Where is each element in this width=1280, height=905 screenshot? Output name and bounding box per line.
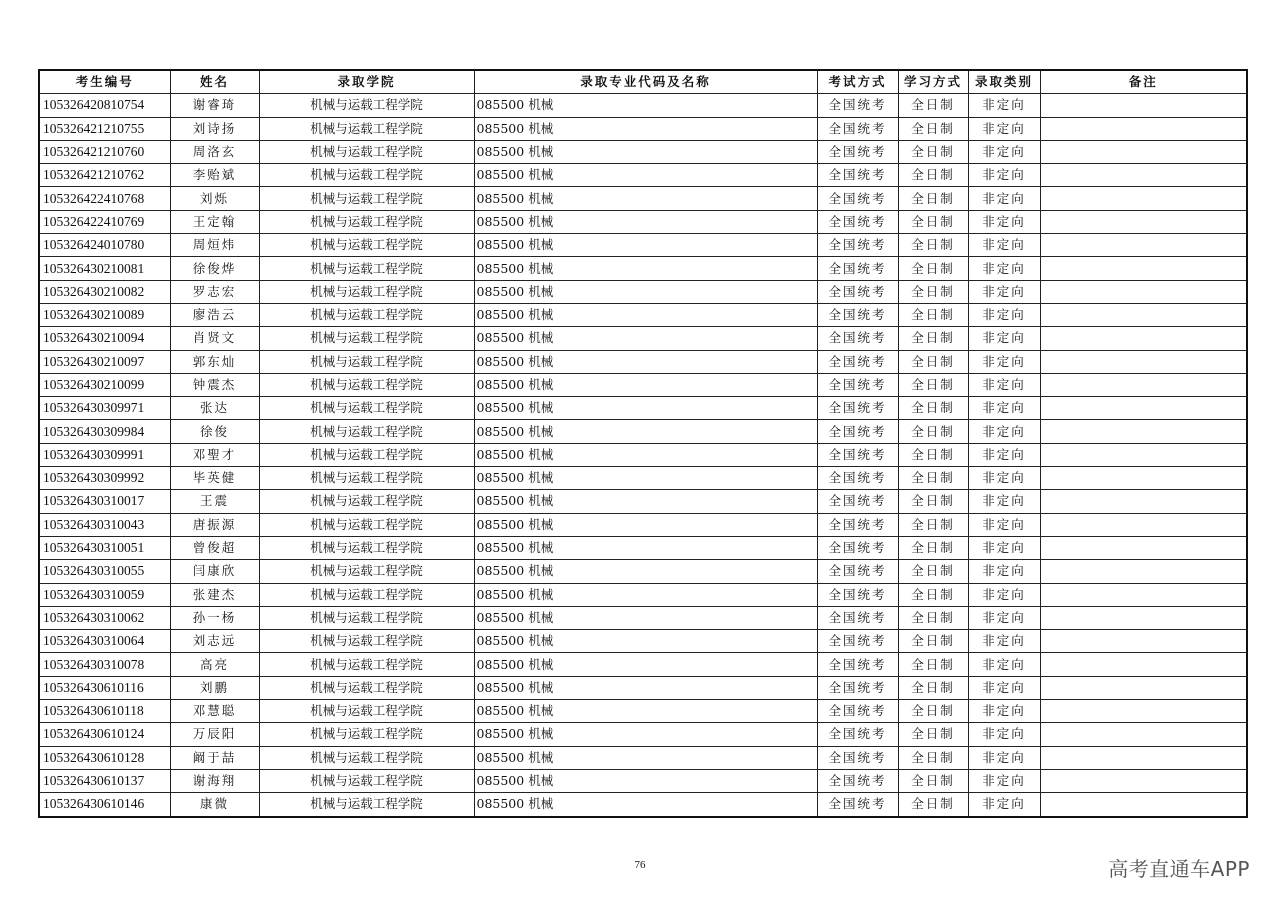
cell-study-mode: 全日制 [898,746,968,769]
cell-name: 郭东灿 [170,350,259,373]
table-row [39,560,1247,583]
header-candidate-id: 考生编号 [39,70,170,94]
cell-name: 毕英健 [170,467,259,490]
cell-candidate-id: 105326430210097 [39,350,170,373]
cell-candidate-id: 105326430610146 [39,793,170,817]
cell-major: 085500 机械 [474,117,817,140]
cell-major: 085500 机械 [474,164,817,187]
cell-name: 周洛玄 [170,140,259,163]
table-body [39,94,1247,817]
cell-major: 085500 机械 [474,303,817,326]
cell-candidate-id: 105326430310051 [39,536,170,559]
cell-college: 机械与运载工程学院 [259,164,474,187]
table-row [39,117,1247,140]
cell-college: 机械与运载工程学院 [259,303,474,326]
cell-candidate-id: 105326421210762 [39,164,170,187]
cell-major: 085500 机械 [474,583,817,606]
table-row [39,94,1247,117]
cell-admission-type: 非定向 [968,187,1040,210]
table-row [39,490,1247,513]
table-row [39,700,1247,723]
cell-study-mode: 全日制 [898,117,968,140]
cell-name: 周烜炜 [170,234,259,257]
cell-exam-mode: 全国统考 [817,443,898,466]
table-row [39,536,1247,559]
cell-name: 王震 [170,490,259,513]
table-row [39,397,1247,420]
cell-name: 张达 [170,397,259,420]
cell-study-mode: 全日制 [898,513,968,536]
cell-name: 王定翰 [170,210,259,233]
cell-major: 085500 机械 [474,373,817,396]
cell-admission-type: 非定向 [968,117,1040,140]
cell-candidate-id: 105326430310017 [39,490,170,513]
cell-exam-mode: 全国统考 [817,420,898,443]
cell-college: 机械与运载工程学院 [259,280,474,303]
cell-remarks [1040,443,1247,466]
cell-college: 机械与运载工程学院 [259,350,474,373]
cell-exam-mode: 全国统考 [817,257,898,280]
cell-study-mode: 全日制 [898,373,968,396]
table-row [39,303,1247,326]
cell-college: 机械与运载工程学院 [259,513,474,536]
cell-candidate-id: 105326430309992 [39,467,170,490]
cell-admission-type: 非定向 [968,210,1040,233]
cell-study-mode: 全日制 [898,490,968,513]
cell-exam-mode: 全国统考 [817,467,898,490]
cell-major: 085500 机械 [474,653,817,676]
cell-admission-type: 非定向 [968,746,1040,769]
cell-admission-type: 非定向 [968,420,1040,443]
cell-admission-type: 非定向 [968,583,1040,606]
cell-admission-type: 非定向 [968,490,1040,513]
cell-study-mode: 全日制 [898,700,968,723]
cell-name: 闫康欣 [170,560,259,583]
cell-college: 机械与运载工程学院 [259,490,474,513]
cell-college: 机械与运载工程学院 [259,327,474,350]
cell-exam-mode: 全国统考 [817,234,898,257]
cell-remarks [1040,676,1247,699]
cell-candidate-id: 105326421210760 [39,140,170,163]
table-row [39,583,1247,606]
table-row [39,164,1247,187]
cell-admission-type: 非定向 [968,723,1040,746]
cell-exam-mode: 全国统考 [817,769,898,792]
cell-study-mode: 全日制 [898,397,968,420]
cell-college: 机械与运载工程学院 [259,187,474,210]
cell-admission-type: 非定向 [968,769,1040,792]
cell-candidate-id: 105326430210082 [39,280,170,303]
cell-admission-type: 非定向 [968,630,1040,653]
header-study-mode: 学习方式 [898,70,968,94]
cell-admission-type: 非定向 [968,140,1040,163]
cell-college: 机械与运载工程学院 [259,94,474,117]
table-row [39,723,1247,746]
header-name: 姓名 [170,70,259,94]
table-row [39,140,1247,163]
cell-name: 刘诗扬 [170,117,259,140]
cell-exam-mode: 全国统考 [817,140,898,163]
cell-remarks [1040,723,1247,746]
cell-candidate-id: 105326430610137 [39,769,170,792]
cell-study-mode: 全日制 [898,350,968,373]
cell-candidate-id: 105326430309984 [39,420,170,443]
cell-remarks [1040,397,1247,420]
table-row [39,746,1247,769]
cell-remarks [1040,280,1247,303]
cell-college: 机械与运载工程学院 [259,793,474,817]
cell-remarks [1040,700,1247,723]
cell-study-mode: 全日制 [898,769,968,792]
cell-study-mode: 全日制 [898,630,968,653]
cell-major: 085500 机械 [474,257,817,280]
cell-remarks [1040,234,1247,257]
cell-remarks [1040,94,1247,117]
cell-admission-type: 非定向 [968,350,1040,373]
cell-major: 085500 机械 [474,676,817,699]
cell-name: 徐俊 [170,420,259,443]
cell-college: 机械与运载工程学院 [259,746,474,769]
cell-major: 085500 机械 [474,420,817,443]
cell-admission-type: 非定向 [968,257,1040,280]
cell-admission-type: 非定向 [968,560,1040,583]
cell-candidate-id: 105326430310043 [39,513,170,536]
cell-major: 085500 机械 [474,94,817,117]
cell-major: 085500 机械 [474,630,817,653]
cell-major: 085500 机械 [474,490,817,513]
cell-name: 阚于喆 [170,746,259,769]
cell-exam-mode: 全国统考 [817,327,898,350]
cell-candidate-id: 105326430610128 [39,746,170,769]
cell-major: 085500 机械 [474,793,817,817]
table-row [39,187,1247,210]
cell-exam-mode: 全国统考 [817,560,898,583]
cell-admission-type: 非定向 [968,536,1040,559]
cell-exam-mode: 全国统考 [817,373,898,396]
cell-exam-mode: 全国统考 [817,653,898,676]
table-row [39,420,1247,443]
cell-study-mode: 全日制 [898,676,968,699]
cell-name: 肖贤文 [170,327,259,350]
cell-college: 机械与运载工程学院 [259,234,474,257]
cell-college: 机械与运载工程学院 [259,560,474,583]
cell-study-mode: 全日制 [898,164,968,187]
cell-candidate-id: 105326430310055 [39,560,170,583]
cell-exam-mode: 全国统考 [817,606,898,629]
cell-name: 罗志宏 [170,280,259,303]
cell-major: 085500 机械 [474,746,817,769]
watermark: 高考直通车APP [1108,857,1250,881]
cell-candidate-id: 105326430310062 [39,606,170,629]
cell-college: 机械与运载工程学院 [259,769,474,792]
cell-admission-type: 非定向 [968,653,1040,676]
cell-name: 刘烁 [170,187,259,210]
cell-admission-type: 非定向 [968,467,1040,490]
cell-major: 085500 机械 [474,210,817,233]
cell-study-mode: 全日制 [898,653,968,676]
cell-major: 085500 机械 [474,723,817,746]
cell-remarks [1040,350,1247,373]
cell-study-mode: 全日制 [898,187,968,210]
cell-remarks [1040,490,1247,513]
cell-major: 085500 机械 [474,467,817,490]
cell-college: 机械与运载工程学院 [259,397,474,420]
table-row [39,630,1247,653]
cell-major: 085500 机械 [474,280,817,303]
cell-name: 唐振源 [170,513,259,536]
cell-candidate-id: 105326430210081 [39,257,170,280]
cell-remarks [1040,327,1247,350]
cell-admission-type: 非定向 [968,164,1040,187]
cell-major: 085500 机械 [474,350,817,373]
table-row [39,327,1247,350]
cell-name: 邓慧聪 [170,700,259,723]
cell-exam-mode: 全国统考 [817,94,898,117]
cell-name: 钟震杰 [170,373,259,396]
cell-remarks [1040,583,1247,606]
cell-candidate-id: 105326430310059 [39,583,170,606]
cell-remarks [1040,653,1247,676]
cell-name: 刘鹏 [170,676,259,699]
cell-exam-mode: 全国统考 [817,723,898,746]
cell-remarks [1040,630,1247,653]
cell-candidate-id: 105326430610118 [39,700,170,723]
cell-remarks [1040,117,1247,140]
cell-name: 徐俊烨 [170,257,259,280]
cell-remarks [1040,140,1247,163]
cell-remarks [1040,303,1247,326]
cell-major: 085500 机械 [474,560,817,583]
cell-college: 机械与运载工程学院 [259,420,474,443]
admissions-table [38,69,1248,818]
cell-college: 机械与运载工程学院 [259,700,474,723]
cell-candidate-id: 105326430610124 [39,723,170,746]
cell-admission-type: 非定向 [968,443,1040,466]
table-row [39,280,1247,303]
table-row [39,467,1247,490]
cell-admission-type: 非定向 [968,513,1040,536]
cell-college: 机械与运载工程学院 [259,606,474,629]
cell-exam-mode: 全国统考 [817,676,898,699]
cell-name: 高亮 [170,653,259,676]
cell-admission-type: 非定向 [968,793,1040,817]
table-row [39,373,1247,396]
cell-exam-mode: 全国统考 [817,117,898,140]
cell-college: 机械与运载工程学院 [259,723,474,746]
cell-name: 孙一杨 [170,606,259,629]
cell-admission-type: 非定向 [968,676,1040,699]
cell-candidate-id: 105326421210755 [39,117,170,140]
cell-admission-type: 非定向 [968,280,1040,303]
cell-exam-mode: 全国统考 [817,280,898,303]
cell-major: 085500 机械 [474,187,817,210]
cell-remarks [1040,257,1247,280]
cell-remarks [1040,560,1247,583]
cell-study-mode: 全日制 [898,257,968,280]
cell-exam-mode: 全国统考 [817,490,898,513]
cell-major: 085500 机械 [474,700,817,723]
cell-college: 机械与运载工程学院 [259,443,474,466]
cell-exam-mode: 全国统考 [817,700,898,723]
cell-candidate-id: 105326430210099 [39,373,170,396]
cell-admission-type: 非定向 [968,234,1040,257]
cell-college: 机械与运载工程学院 [259,257,474,280]
cell-remarks [1040,467,1247,490]
cell-exam-mode: 全国统考 [817,746,898,769]
cell-college: 机械与运载工程学院 [259,583,474,606]
cell-remarks [1040,769,1247,792]
cell-major: 085500 机械 [474,397,817,420]
cell-major: 085500 机械 [474,513,817,536]
cell-candidate-id: 105326424010780 [39,234,170,257]
table-row [39,606,1247,629]
cell-name: 谢海翔 [170,769,259,792]
cell-study-mode: 全日制 [898,420,968,443]
cell-name: 谢睿琦 [170,94,259,117]
cell-candidate-id: 105326420810754 [39,94,170,117]
cell-college: 机械与运载工程学院 [259,676,474,699]
cell-exam-mode: 全国统考 [817,536,898,559]
page-number: 76 [634,859,646,871]
cell-remarks [1040,187,1247,210]
cell-exam-mode: 全国统考 [817,164,898,187]
header-exam-mode: 考试方式 [817,70,898,94]
table-row [39,653,1247,676]
cell-exam-mode: 全国统考 [817,513,898,536]
cell-candidate-id: 105326430610116 [39,676,170,699]
table-row [39,210,1247,233]
cell-study-mode: 全日制 [898,94,968,117]
cell-name: 李贻斌 [170,164,259,187]
cell-study-mode: 全日制 [898,210,968,233]
cell-candidate-id: 105326430309971 [39,397,170,420]
cell-exam-mode: 全国统考 [817,187,898,210]
cell-admission-type: 非定向 [968,327,1040,350]
cell-study-mode: 全日制 [898,793,968,817]
cell-exam-mode: 全国统考 [817,303,898,326]
cell-study-mode: 全日制 [898,583,968,606]
cell-candidate-id: 105326430210094 [39,327,170,350]
table-row [39,676,1247,699]
cell-remarks [1040,536,1247,559]
cell-major: 085500 机械 [474,140,817,163]
cell-admission-type: 非定向 [968,94,1040,117]
table-row [39,769,1247,792]
cell-college: 机械与运载工程学院 [259,140,474,163]
cell-exam-mode: 全国统考 [817,793,898,817]
cell-candidate-id: 105326430310078 [39,653,170,676]
cell-major: 085500 机械 [474,327,817,350]
cell-study-mode: 全日制 [898,234,968,257]
cell-candidate-id: 105326430210089 [39,303,170,326]
cell-study-mode: 全日制 [898,327,968,350]
cell-name: 万辰阳 [170,723,259,746]
cell-remarks [1040,420,1247,443]
cell-exam-mode: 全国统考 [817,397,898,420]
cell-college: 机械与运载工程学院 [259,373,474,396]
cell-admission-type: 非定向 [968,700,1040,723]
cell-study-mode: 全日制 [898,467,968,490]
cell-name: 康微 [170,793,259,817]
cell-name: 曾俊超 [170,536,259,559]
cell-remarks [1040,606,1247,629]
cell-remarks [1040,513,1247,536]
cell-study-mode: 全日制 [898,536,968,559]
table-row [39,257,1247,280]
cell-admission-type: 非定向 [968,303,1040,326]
cell-candidate-id: 105326430309991 [39,443,170,466]
cell-candidate-id: 105326422410768 [39,187,170,210]
cell-name: 张建杰 [170,583,259,606]
table-row [39,793,1247,817]
cell-study-mode: 全日制 [898,303,968,326]
header-remarks: 备注 [1040,70,1247,94]
table-row [39,234,1247,257]
cell-name: 邓聖才 [170,443,259,466]
cell-major: 085500 机械 [474,443,817,466]
cell-remarks [1040,164,1247,187]
cell-exam-mode: 全国统考 [817,350,898,373]
table-row [39,350,1247,373]
cell-college: 机械与运载工程学院 [259,653,474,676]
header-admission-type: 录取类别 [968,70,1040,94]
header-college: 录取学院 [259,70,474,94]
cell-college: 机械与运载工程学院 [259,210,474,233]
cell-exam-mode: 全国统考 [817,630,898,653]
table-row [39,443,1247,466]
cell-remarks [1040,746,1247,769]
cell-major: 085500 机械 [474,234,817,257]
cell-remarks [1040,793,1247,817]
cell-admission-type: 非定向 [968,397,1040,420]
cell-candidate-id: 105326422410769 [39,210,170,233]
cell-study-mode: 全日制 [898,280,968,303]
cell-college: 机械与运载工程学院 [259,630,474,653]
cell-exam-mode: 全国统考 [817,583,898,606]
cell-admission-type: 非定向 [968,606,1040,629]
cell-major: 085500 机械 [474,606,817,629]
cell-remarks [1040,210,1247,233]
cell-major: 085500 机械 [474,536,817,559]
header-major: 录取专业代码及名称 [474,70,817,94]
cell-study-mode: 全日制 [898,723,968,746]
cell-study-mode: 全日制 [898,443,968,466]
cell-college: 机械与运载工程学院 [259,467,474,490]
cell-study-mode: 全日制 [898,560,968,583]
cell-admission-type: 非定向 [968,373,1040,396]
cell-college: 机械与运载工程学院 [259,536,474,559]
cell-major: 085500 机械 [474,769,817,792]
cell-name: 刘志远 [170,630,259,653]
cell-exam-mode: 全国统考 [817,210,898,233]
cell-college: 机械与运载工程学院 [259,117,474,140]
cell-remarks [1040,373,1247,396]
cell-study-mode: 全日制 [898,606,968,629]
cell-candidate-id: 105326430310064 [39,630,170,653]
table-row [39,513,1247,536]
table-header-row [39,70,1247,94]
cell-study-mode: 全日制 [898,140,968,163]
cell-name: 廖浩云 [170,303,259,326]
